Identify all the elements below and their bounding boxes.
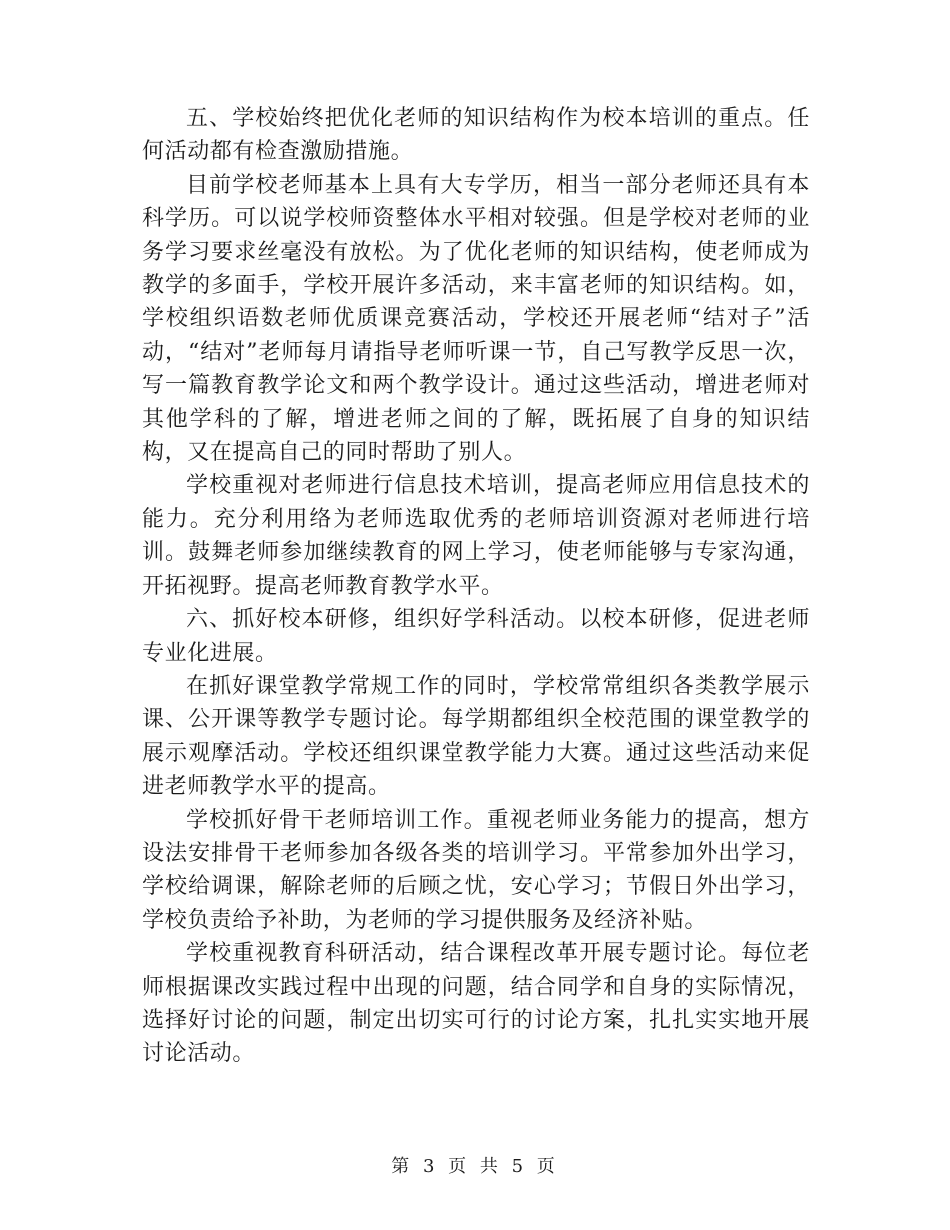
paragraph-4: 六、抓好校本研修，组织好学科活动。以校本研修，促进老师专业化进展。 — [142, 607, 810, 666]
paragraph-5: 在抓好课堂教学常规工作的同时，学校常常组织各类教学展示课、公开课等教学专题讨论。每学期都组织全校范围的课堂教学的展示观摩活动。学校还组织课堂教学能力大赛。通过这些活动来促进老师教学水平的提高。 — [142, 673, 810, 800]
document-body — [142, 102, 810, 1071]
paragraph-6: 学校抓好骨干老师培训工作。重视老师业务能力的提高，想方设法安排骨干老师参加各级各类的培训学习。平常参加外出学习，学校给调课，解除老师的后顾之忧，安心学习；节假日外出学习，学校负责给予补助，为老师的学习提供服务及经济补贴。 — [142, 807, 810, 933]
paragraph-2: 目前学校老师基本上具有大专学历，相当一部分老师还具有本科学历。可以说学校师资整体水平相对较强。但是学校对老师的业务学习要求丝毫没有放松。为了优化老师的知识结构，使老师成为教学的多面手，学校开展许多活动，来丰富老师的知识结构。如，学校组织语数老师优质课竞赛活动，学校还开展老师“结对子”活动，“结对”老师每月请指导老师听课一节，自己写教学反思一次，写一篇教育教学论文和两个教学设计。通过这些活动，增进老师对其他学科的了解，增进老师之间的了解，既拓展了自身的知识结构，又在提高自己的同时帮助了别人。 — [142, 172, 810, 466]
paragraph-7: 学校重视教育科研活动，结合课程改革开展专题讨论。每位老师根据课改实践过程中出现的问题，结合同学和自身的实际情况，选择好讨论的问题，制定出切实可行的讨论方案，扎扎实实地开展讨论活动。 — [142, 941, 810, 1067]
paragraph-1: 五、学校始终把优化老师的知识结构作为校本培训的重点。任何活动都有检查激励措施。 — [142, 106, 810, 165]
page-number-footer: 第 3 页 共 5 页 — [391, 1156, 559, 1177]
paragraph-3: 学校重视对老师进行信息技术培训，提高老师应用信息技术的能力。充分利用络为老师选取优秀的老师培训资源对老师进行培训。鼓舞老师参加继续教育的网上学习，使老师能够与专家沟通，开拓视野。提高老师教育教学水平。 — [142, 473, 810, 599]
